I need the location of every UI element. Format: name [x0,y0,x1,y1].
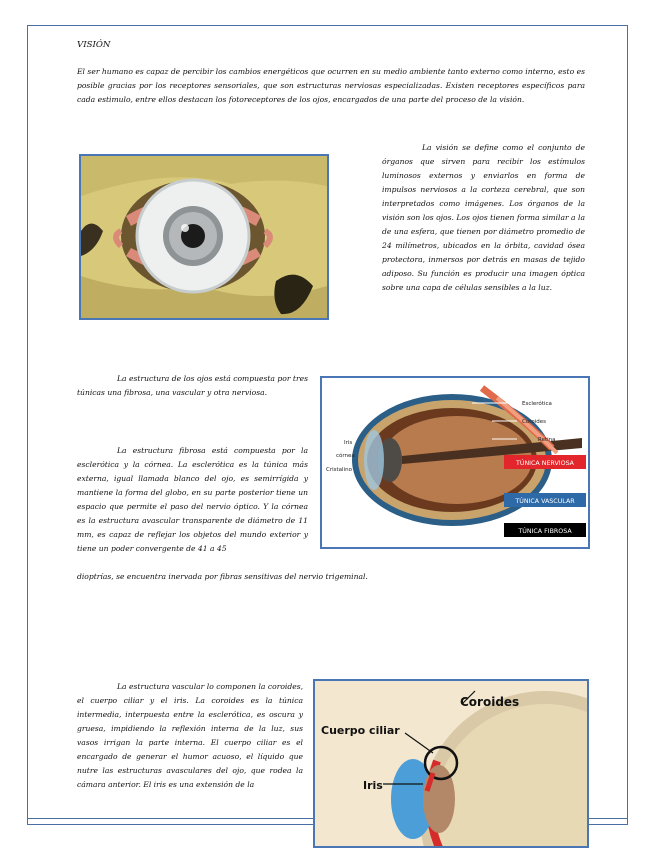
label-esclerotica: Esclerótica [522,401,552,407]
label-retina: Retina [538,437,556,443]
intro-paragraph: El ser humano es capaz de percibir los cambios energéticos que ocurren en su medio ambiente tanto externo como interno, esto es posible gracias por los receptores sensoriales, que son estructuras nerviosas especializadas. Existen receptores específicos para cada estimulo, entre ellos destacan los fotoreceptores de los ojos, encargados de una parte del proceso de la visión. [77,67,585,104]
label-cuerpo-ciliar: Cuerpo ciliar [321,724,400,737]
vascular-layer-image [313,679,589,848]
eye-skull-image [79,154,329,320]
label-iris: Iris [344,440,353,446]
label-cristalino: Cristalino [326,467,352,473]
tunica-nerviosa-label: TÚNICA NERVIOSA [516,460,574,467]
label-cornea: córnea [336,453,355,459]
vision-definition-paragraph: La visión se define como el conjunto de órganos que sirven para recibir los estímulos luminosos externos y enviarlos en forma de impulsos nerviosos a la corteza cerebral, que son interpretados como imágenes. Los órganos de la visión son los ojos. Los ojos tienen forma similar a la de una esfera, que tienen por diámetro promedio de 24 milímetros, ubicados en la órbita, cavidad ósea protectora, inmersos por detrás en masas de tejido adiposo. Su función es producir una imagen óptica sobre una capa de células sensibles a la luz. [382,143,585,292]
section-title: VISIÓN [77,40,111,50]
eye-structure-paragraph: La estructura de los ojos está compuesta por tres túnicas una fibrosa, una vascular y otra nerviosa. [77,374,308,397]
label-coroides-fig3: Coroides [460,695,520,709]
label-iris-fig3: Iris [363,779,383,792]
label-coroides: Coroides [522,419,546,425]
tunica-vascular-label: TÚNICA VASCULAR [515,498,575,505]
tunica-fibrosa-label: TÚNICA FIBROSA [518,528,572,535]
vascular-structure-paragraph: La estructura vascular lo componen la coroides, el cuerpo ciliar y el iris. La coroides es la túnica intermedia, interpuesta entre la esclerótica, es oscura y gruesa, impidiendo la reflexión interna de la luz, sus vasos irrigan la parte interna. El cuerpo ciliar es el encargado de generar el humor acuoso, el líquido que nutre las estructuras avasculares del ojo, que rodea la cámara anterior. El iris es una extensión de la [77,682,303,789]
fibrous-structure-paragraph-end: dioptrías, se encuentra inervada por fibras sensitivas del nervio trigeminal. [77,572,368,581]
fibrous-structure-paragraph: La estructura fibrosa está compuesta por la esclerótica y la córnea. La esclerótica es la túnica más externa, igual llamada blanco del ojo, es semirrígida y mantiene la forma del globo, en su parte posterior tiene un espacio que permite el paso del nervio óptico. Y la córnea es la estructura avascular transparente de diámetro de 11 mm, es capaz de reflejar los objetos del mundo exterior y tiene un poder convergente de 41 a 45 [77,446,308,553]
eye-tunics-image [320,376,590,549]
